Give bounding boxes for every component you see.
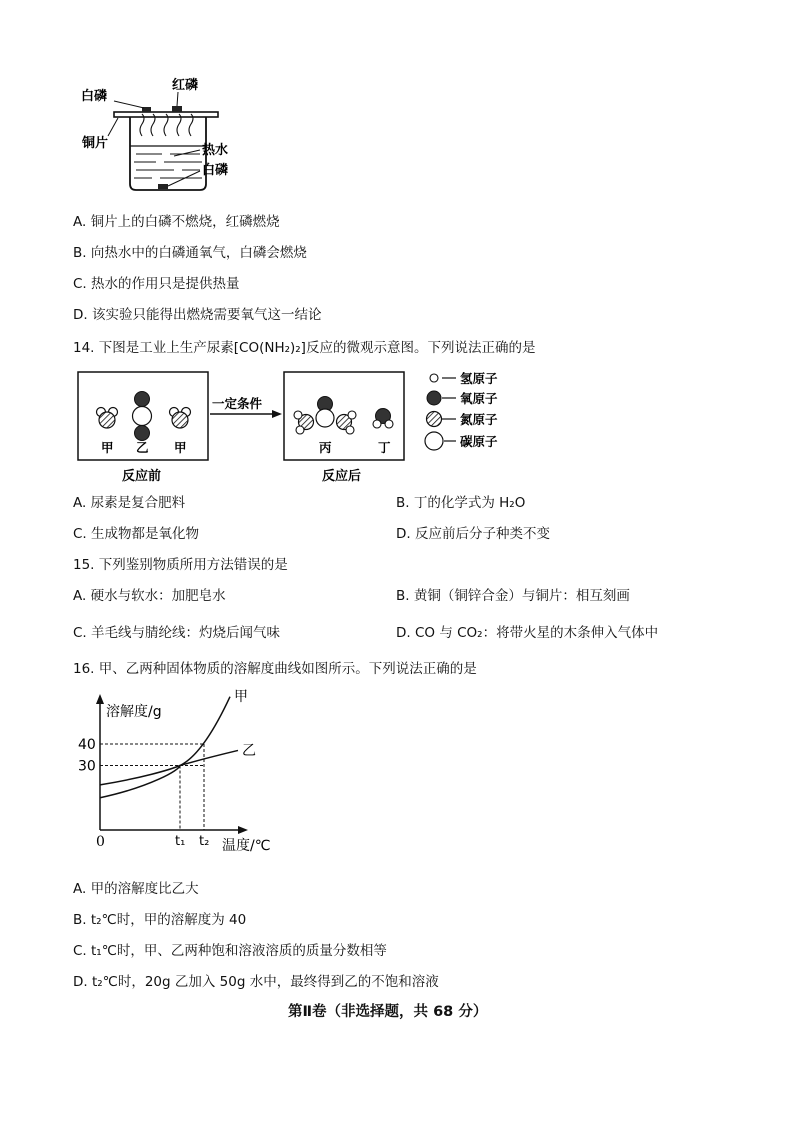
q16-option-a: A. 甲的溶解度比乙大 [73,881,199,897]
label-copper-plate: 铜片 [82,136,109,151]
q13-option-c: C. 热水的作用只是提供热量 [73,276,240,292]
label-curve-yi: 乙 [242,742,256,759]
molecule-jia-left [97,408,118,429]
x-tick-1: t₂ [199,834,210,849]
q14-option-d: D. 反应前后分子种类不变 [396,526,550,542]
q13-option-a: A. 铜片上的白磷不燃烧，红磷燃烧 [73,214,280,230]
q13-apparatus-figure [78,74,258,194]
q14-option-c: C. 生成物都是氧化物 [73,526,200,542]
label-bing: 丙 [319,440,332,455]
x-tick-0: t₁ [175,834,186,849]
label-white-phosphorus-top: 白磷 [81,89,108,104]
white-phosphorus-in-water [158,184,168,189]
q15-option-a: A. 硬水与软水：加肥皂水 [73,588,226,604]
label-after-reaction: 反应后 [322,469,362,484]
label-jia-left: 甲 [101,440,114,455]
label-red-phosphorus: 红磷 [172,78,199,93]
q15-stem: 15. 下列鉴别物质所用方法错误的是 [73,557,288,573]
y-tick-40: 40 [78,737,96,753]
origin-label: 0 [96,834,105,850]
q15-option-d: D. CO 与 CO₂：将带火星的木条伸入气体中 [396,625,659,641]
red-phosphorus-on-plate [172,106,182,112]
molecule-yi [133,392,152,441]
q15-option-c: C. 羊毛线与腈纶线：灼烧后闻气味 [73,625,281,641]
legend-oxygen: 氧原子 [460,391,498,406]
q14-option-b: B. 丁的化学式为 H₂O [396,495,526,511]
label-yi: 乙 [136,440,149,455]
label-white-phosphorus-bottom: 白磷 [202,163,229,178]
label-curve-jia: 甲 [234,689,248,705]
molecule-jia-right [170,408,191,429]
q13-option-b: B. 向热水中的白磷通氧气，白磷会燃烧 [73,245,307,261]
q14-option-a: A. 尿素是复合肥料 [73,495,186,511]
legend-hydrogen: 氢原子 [460,371,498,386]
label-before-reaction: 反应前 [122,469,162,484]
curve-yi [100,750,238,784]
q14-reaction-diagram [72,366,532,488]
y-axis-label: 溶解度/g [106,704,162,720]
label-condition: 一定条件 [212,396,263,411]
y-tick-30: 30 [78,758,96,775]
label-jia-right: 甲 [174,440,187,455]
molecule-bing [294,397,356,435]
label-ding: 丁 [378,440,391,455]
section-title: 第Ⅱ卷（非选择题，共 68 分） [288,1004,488,1020]
q16-stem: 16. 甲、乙两种固体物质的溶解度曲线如图所示。下列说法正确的是 [73,661,477,677]
legend-nitrogen: 氮原子 [460,412,498,427]
q15-option-b: B. 黄铜（铜锌合金）与铜片：相互刻画 [396,588,630,604]
q16-option-d: D. t₂℃时，20g 乙加入 50g 水中，最终得到乙的不饱和溶液 [73,974,439,990]
atom-legend [425,371,498,450]
q16-option-c: C. t₁℃时，甲、乙两种饱和溶液溶质的质量分数相等 [73,943,387,959]
label-hot-water: 热水 [202,143,229,158]
q16-solubility-chart [80,690,300,860]
q14-stem: 14. 下图是工业上生产尿素[CO(NH₂)₂]反应的微观示意图。下列说法正确的是 [73,340,536,356]
q13-option-d: D. 该实验只能得出燃烧需要氧气这一结论 [73,307,322,323]
x-axis-label: 温度/℃ [222,838,271,854]
molecule-ding [373,409,393,429]
q16-option-b: B. t₂℃时，甲的溶解度为 40 [73,912,247,928]
legend-carbon: 碳原子 [460,434,498,449]
